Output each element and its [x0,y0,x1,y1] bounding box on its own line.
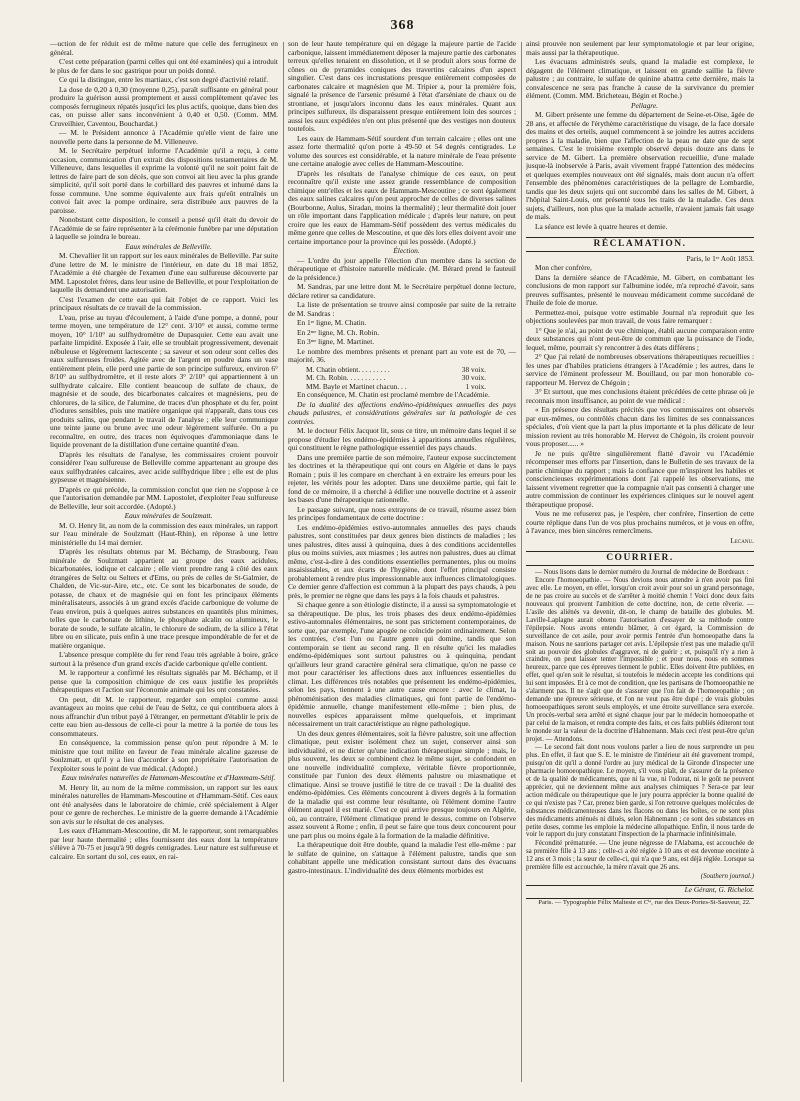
paragraph: Je ne puis qu'être singulièrement flatté d'avoir vu l'Académie récompenser mes efforts par l'insertion, dans le Bulletin de ses travaux de la partie chimique du rapport ; mais la confiance que m'inspirent les habiles et consciencieuses expérimentations dont j'ai rappelé les observations, me laissent vivement regretter que la compagnie n'ait pas consenti à charger une autre commission de continuer les expériences cliniques sur le nouvel agent thérapeutique proposé. [526,448,754,509]
paragraph: La séance est levée à quatre heures et demie. [535,221,668,231]
memoir-title: De la dualité des affections endémo-épidémiques annuelles des pays chauds palustres, et considérations générales sur la pathologie de ces contrées. [288,399,516,426]
paragraph: Le nombre des membres présents et prenant part au vote est de 70, — majorité, 36. [288,346,516,364]
column-2 [288,40,516,1083]
paragraph: C'est cette préparation (parmi celles qui ont été examinées) qui a introduit le plus de fer dans le suc gastrique pour un poids donné. [50,57,278,75]
section-title: Pellagre. [630,100,659,110]
vote-name: M. Ch. Robin. . . . . . . . . . . [306,373,386,382]
paragraph: D'après les résultats de l'analyse, les commissaires croient pouvoir considérer l'eau sulfureuse de Belleville comme appartenant au groupe des eaux sulfhydratées calcaires, avec acide sulfhydrique libre ; elle est de plus gypseuse et magnésienne. [50,449,278,484]
paragraph: Les eaux de Hammam-Sétif sourdent d'un terrain calcaire ; elles ont une assez forte thermalité qu'on porte à 49-50 et 54 degrés centigrades. Le volume des sources est considérable, et la nature minérale de l'eau présente une certaine analogie avec celles de Hammam-Mescoutine. [288,133,516,168]
newspaper-page [50,18,755,1093]
paragraph: En conséquence, M. Chatin est proclamé membre de l'Académie. [297,390,490,399]
paragraph: D'après les résultats obtenus par M. Béchamp, de Strasbourg, l'eau minérale de Soulzmatt appartient au groupe des eaux acidules, bicarbonatées, iodique et calcaire ; elle vient prendre rang à côté des eaux étrangères de Seltz ou Selters et d'Ems, ou près de celles de St-Galmier, de Chalden, de Vic-sur-Aire, etc., etc. Ce sont les bicarbonates de soude, de potasse, de chaux et de magnésie qui en font les principaux éléments minéralisateurs, associés à un grand excès d'acide carbonique de volume de l'eau environ, puis à quelques autres substances en quantités plus minimes, telles que le carbonate de lithine, le phosphate alcalin ou alumineux, le borate de soude, le sulfate alcalin, le chlorure de sodium, de la silice à l'état libre ou en silicate, puis enfin à une trace presque impondérable de fer et de matière organique. [50,547,278,650]
paragraph: Dans une première partie de son mémoire, l'auteur expose succinctement les doctrines et la thérapeutique qui ont cours en Algérie et dans le pays Romain ; puis il les compare en cherchant à en extraire les erreurs pour les rejeter, les vérités pour les adopter. Dans une deuxième partie, qui fait le fond de ce mémoire, il a cherché à édifier une nouvelle doctrine et à asseoir les bases d'une thérapeutique rationnelle. [288,452,516,504]
candidate-line: En 1ʳᵉ ligne, M. Chatin. [297,318,367,327]
section-title: Eaux minérales naturelles de Hammam-Mescoutine et d'Hammam-Sétif. [61,773,276,782]
paragraph: Encore l'homoeopathie. — Nous devions nous attendre à n'en avoir pas fini avec elle. Le moyen, en effet, lorsqu'on croit avoir pour soi un grand personnage, de ne pas croire au succès et de s'arrêter à moitié chemin ! Voici donc deux faits nouveaux qui prouvent l'ambition de cette doctrine, non, de cette rêverie. — L'asile des aliénés va devenir, dit-on, le champ de bataille des globules. M. Laville-Laplagne aurait obtenu l'autorisation d'essayer de sa méthode contre l'épilepsie. Nous avons entendu blâmer, à cet égard, la Commission de surveillance de cet asile, pour avoir permis l'entrée d'un homoeopathe dans la maison. Nous ne saurions partager cet avis. L'épilepsie n'est pas une maladie qu'il soit au pouvoir des globules d'aggraver, ni de guérir ; et, puisqu'il n'y a rien à craindre, on peut laisser tenter l'impossible ; et pour nous, nous en sommes heureux, parce que ces épreuves tiennent le public. Elles doivent être publiées, en effet, quel qu'en soit le résultat, si toutefois le médecin accepte les conditions qui lui sont imposées. Et à ce mot de condition, que les partisans de l'homoeopathie ne s'alarment pas. Il ne s'agit que de s'assurer que l'on fait de l'homoeopathie ; on demande une épreuve sérieuse, et l'on ne veut pas être dupé ; de vrais globules homoeopathiques seront seuls employés, et une étroite surveillance sera exercée. Un procès-verbal sera arrêté et signé chaque jour par le médecin homoeopathe et par celui de la maison, et rendra compte des faits, et ces faits publiés éditeront tout le monde sur la valeur de la doctrine d'Hahnemann. Mais ceci n'est peut-être qu'un projet. — Attendons. [526,577,754,743]
paragraph: M. O. Henry lit, au nom de la commission des eaux minérales, un rapport sur l'eau minérale de Soulzmatt (Haut-Rhin), en réponse à une lettre ministérielle du 14 mai dernier. [50,520,278,547]
paragraph: Fécondité prématurée. — Une jeune négresse de l'Alabama, est accouchée de sa première fille à 13 ans ; celle-ci a été réglée à 10 ans et est devenue enceinte à 12 ans et 3 mois ; la sœur de celle-ci, qui n'a que 9 ans, est déjà réglée. Lorsque sa première fille est accouchée, la mère n'avait que 26 ans. [526,840,754,872]
source-citation: (Southern journal.) [700,872,754,880]
paragraph: — Le second fait dont nous voulons parler a lieu de nous surprendre un peu plus. En effet, il faut que S. E. le ministre de l'intérieur ait été gravement trompé, puisqu'on dit qu'il a donné l'ordre au jury médical de la Gironde d'inspecter une pharmacie homoeopathique. Le moyen, s'il vous plaît, de s'assurer de la présence et de la qualité de médicaments, que ni la vue, ni l'odorat, ni le goût ne peuvent apprécier, qui ne deviennent même aux analyses chimiques ? Sera-ce par leur action médicale ou thérapeutique que le jury pourra apprécier la bonne qualité de ce qui n'existe pas ? Car, prenez bien garde, si l'on retrouve quelques molécules de substances médicamenteuses dans les flacons ou dans les boîtes, ce ne sont plus des médicaments atténués ni dilués, selon Hahnemann ; ce sont des substances en petite doses, comme les emploie la médecine allopathique. Enfin, il nous tarde de voir le rapport du jury constatant l'inspection de la pharmacie infinitésimale. [526,744,754,839]
column-rule-1 [283,42,284,1082]
column-3 [526,40,754,1083]
paragraph: La dose de 0,20 à 0,30 (moyenne 0,25), paraît suffisante en général pour produire la guérison aussi promptement et aussi complètement qu'avec les composés ferrugineux répatés jusqu'ici les plus actifs, quoique, dans bien des cas, on puisse aller sans inconvénient à 0,40 et 0,50. (Comm. MM. Cruveilhier, Caventou, Bouchardat.) [50,84,278,128]
paragraph: Les eaux d'Hammam-Mescoutine, dit M. le rapporteur, sont remarquables par leur haute thermalité ; elles fournissent des eaux dont la température s'élève à 70-75 et jusqu'à 90 degrés centigrades. Leur nature est sulfureuse et calcaire. En sortant du sol, ces eaux, en rai- [50,826,278,861]
paragraph: L'absence presque complète du fer rend l'eau très agréable à boire, grâce surtout à la présence d'un grand excès d'acide carbonique qu'elle contient. [50,650,278,668]
paragraph: Ce qui la distingue, entre les martiaux, c'est son degré d'activité relatif. [59,75,269,84]
paragraph: On peut, dit M. le rapporteur, regarder son emploi comme aussi avantageux au moins que celui de l'eau de Seltz, ce qui contribuera alors à nous affranchir d'un tribut payé à l'étranger, en permettant d'établir le prix de cette eau bien au-dessous de celle-ci pour la mettre à la portée de tous les consommateurs. [50,694,278,738]
paragraph: Dans la dernière séance de l'Académie, M. Gibert, en combattant les conclusions de mon rapport sur l'albumine iodée, m'a reproché d'avoir, sans preuves suffisantes, présenté le nouveau médicament comme succédané de l'huile de foie de morue. [526,272,754,307]
paragraph: C'est l'examen de cette eau qui fait l'objet de ce rapport. Voici les principaux résultats de ce travail de la commission. [50,294,278,312]
paragraph: M. le docteur Félix Jacquot lit, sous ce titre, un mémoire dans lequel il se propose d'étudier les endémo-épidémies à apparitions annuelles régulières, qui constituent le règne pathologique essentiel des pays chauds. [288,426,516,452]
candidate-line: En 3ᵐᵉ ligne, M. Martinet. [297,337,375,346]
paragraph: Si chaque genre a son étiologie distincte, il a aussi sa symptomatologie et sa thérapeutique. De plus, les trois phases des deux endémo-épidémies estivo-automnales élémentaires, ne sont pas strictement contemporaines, de sorte que, par exemple, l'une apogée ne coïncide point ordinairement. Selon les contrées, c'est l'un ou l'autre genre qui domine, tandis que son contemporain se tient au second rang. Il en résulte qu'ici les maladies endémo-épidémiques sont surtout palustres ou à quinquina, pendant qu'ailleurs leur grand caractère général sera climatique, qu'on ne passe ce mot pour caractériser les affections dues aux influences essentielles du climat. Les différences très notables que présentent les endémo-épidémies, selon les pays, tiennent à une autre cause encore : avec le climat, la phénoménisation des maladies climatiques, qui font partie de l'endémo-épidémie annuelle, change manifestement elle-même ; bien plus, de nouvelles espèces apparaissent même quelquefois, et imprimant nécessairement un trait caractéristique au règne pathologique. [288,600,516,728]
paragraph: — L'ordre du jour appelle l'élection d'un membre dans la section de thérapeutique et d'histoire naturelle médicale. (M. Bérard prend le fauteuil de la présidence.) [288,255,516,282]
courrier-heading: COURRIER. [526,551,754,566]
paragraph: Nonobstant cette disposition, le conseil a pensé qu'il était du devoir de l'Académie de se faire représenter à la cérémonie funèbre par une députation à laquelle se joindra le bureau. [50,215,278,241]
paragraph: D'après ce qui précède, la commission conclut que rien ne s'oppose à ce que l'autorisation demandée par MM. Lapostolet, d'exploiter l'eau sulfureuse de Belleville, leur soit accordée. (Adopté.) [50,484,278,511]
paragraph: M. Gibert présente une femme du département de Seine-et-Oise, âgée de 28 ans, et affectée de l'érythème caractéristique du visage, de la face dorsale des mains et des orteils, auquel commencent à se joindre les autres accidens propres à la maladie, bien que l'affection de la peau ne date que de sept semaines. C'est le troisième exemple observé depuis douze ans dans le service de M. Gibert. La première observation recueillie, d'une malade jusque-là inobservée à Paris, avait vivement frappé l'attention des médecins et quelques exemples nouveaux ont été signalés, mais dont aucun n'a offert l'ensemble des phénomènes caractéristiques de la pellagre de Lombardie, tandis que les deux sujets qui ont succombé dans les salles de M. Gibert, à l'hôpital Saint-Louis, ont présenté tous les traits de la maladie. Ces deux sujets, d'ailleurs, non plus que la malade actuelle, n'avaient jamais fait usage de maïs. [526,110,754,221]
paragraph: M. Chevallier lit un rapport sur les eaux minérales de Belleville. Par suite d'une lettre de M. le ministre de l'intérieur, en date du 18 mai 1852, l'Académie a été chargée de l'examen d'une eau sulfureuse découverte par MM. Lapostolet frères, dans leur usine de Belleville, et pour l'exploitation de laquelle ils demandent une autorisation. [50,251,278,294]
paragraph: — M. le Président annonce à l'Académie qu'elle vient de faire une nouvelle perte dans la personne de M. Villeneuve. [50,128,278,146]
column-1 [50,40,278,1083]
paragraph: Les évacuans administrés seuls, quand la maladie est complexe, le dégagent de l'élément climatique, et laissent en grande saillie la fièvre palustre ; au contraire, le sulfate de quinine abattra cette dernière, mais la convalescence ne sera pas franche à cause de la survivance du premier élément. (Comm. MM. Bricheteau, Bégin et Roche.) [526,57,754,100]
letter-salutation: Mon cher confrère, [535,263,592,272]
paragraph: M. le Secrétaire perpétuel informe l'Académie qu'il a reçu, à cette occasion, communication d'un extrait des dispositions testamentaires de M. Villeneuve, dans lesquelles il exprime la volonté qu'il ne soit point fait de lettres de faire part de son décès, que son convoi ait lieu avec la plus grande simplicité, qu'il soit porté dans le corbillard des pauvres et inhumé dans la fosse commune. Une somme équivalente aux frais qu'eût entraînés un convoi fait avec la pompe ordinaire, sera distribuée aux pauvres de la paroisse. [50,146,278,215]
paragraph: Le passage suivant, que nous extrayons de ce travail, résume assez bien les principes fondamentaux de cette doctrine : [288,504,516,522]
paragraph: son de leur haute température qui en dégage la majeure partie de l'acide carbonique, laissent immédiatement déposer la majeure partie des carbonates terreux qu'elles tenaient en dissolution, et il se produit alors sous forme de cônes ou de pyramides coniques des travertins calcaires d'un aspect singulier. C'est dans ces incrustations presque entièrement composées de carbonates calcaire et magnésien que M. Tripier a, pour la première fois, signalé la présence de l'arsenic présumé à l'état d'arséniate de chaux ou de strontiane, et jusqu'alors inconnu dans les eaux minérales. Quant aux principes sulfureux, ils disparaissent presque entièrement loin des sources ; aussi les eaux expédiées n'en ont plus présenté que des vestiges non douteux toutefois. [288,40,516,133]
paragraph: — Nous lisons dans le dernier numéro du Journal de médecine de Bordeaux : [535,568,749,576]
letter-signature: Lecanu. [730,535,754,545]
paragraph: « En présence des résultats précités que vos commissaires ont observés par eux-mêmes, ou contrôlés chacun dans les limites de ses connaissances spéciales, d'où vient que la part la plus importante et la plus délicate de leur mission revient au très honorable M. Hervez de Chégoin, ils croient pouvoir vous proposer...... » [526,405,754,448]
paragraph: D'après les résultats de l'analyse chimique de ces eaux, on peut reconnaître qu'il existe une assez grande ressemblance de composition chimique entr'elles et les eaux de Hammam-Mescoutine ; ce sont également des eaux salines calcaires qu'on peut approcher de celles de diverses salines (Bourbonne, Aulus, Siradan, moins la thermalité) ; leur thermalité doit jouer un rôle important dans l'application médicale ; d'après leur nature, on peut croire que les eaux de Hammam-Sétif possèdent des vertus médicales du même genre que celles de Mescoutine, et que dès lors elles doivent avoir une certaine importance pour la province qui les possède. (Adopté.) [288,168,516,246]
paragraph: Vous ne me refuserez pas, je l'espère, cher confrère, l'insertion de cette courte réplique dans l'un de vos plus prochains numéros, et je vous en offre, à l'avance, mes bien sincères remercîmens. [526,509,754,535]
vote-count: 1 voix. [465,381,486,391]
vote-count: 30 voix. [461,373,486,382]
gerant-line: Le Gérant, G. Richelot. [684,884,754,894]
reclamation-heading: RÉCLAMATION. [526,237,754,252]
vote-count: 38 voix. [461,364,486,374]
paragraph: La liste de présentation se trouve ainsi composée par suite de la retraite de M. Sandras : [288,300,516,318]
letter-date: Paris, le 1ᵉʳ Août 1853. [686,253,754,263]
paragraph: En conséquence, la commission pense qu'on peut répondre à M. le ministre que tout milite en faveur de l'eau minérale alcaline gazeuse de Soulzmatt, et qu'il y a lieu d'accorder à son propriétaire l'autorisation de l'exploiter sous le point de vue médical. (Adopté.) [50,738,278,773]
section-title: Eaux minérales de Soulzmatt. [124,511,213,520]
vote-name: M. Chatin obtient. . . . . . . . . [306,364,390,374]
page-number: 368 [390,18,415,33]
paragraph: 2° Que j'ai relaté de nombreuses observations thérapeutiques recueillies : les unes par d'habiles praticiens étrangers à l'Académie ; les autres, dans le service de l'éminent professeur M. Bouillaud, ou par mon honorable co-rapporteur M. Hervez de Chégoin ; [526,352,754,387]
paragraph: La thérapeutique doit être double, quand la maladie l'est elle-même : par le sulfate de quinine, on s'attaque à l'élément palustre, tandis que son cohabitant appelle une médication consistant surtout dans des évacuans gastro-intestinaux. L'individualité des deux éléments morbides est [288,840,516,875]
paragraph: 1° Que je n'ai, au point de vue chimique, établi aucune comparaison entre deux substances qui n'ont peut-être de commun que la puissance de l'iode, lequel, même, pourrait s'y rencontrer à des états différens ; [526,325,754,352]
paragraph: M. Henry lit, au nom de la même commission, un rapport sur les eaux minérales naturelles de Hammam-Mescoutine et d'Hammam-Sétif. Ces eaux ont été analysées dans le laboratoire de chimie, créé spécialement à Alger pour ce genre de recherches. Le ministre de la guerre demande à l'Académie son avis sur le résultat de ces analyses. [50,782,278,826]
vote-name: MM. Bayle et Martinet chacun. . . [306,381,407,391]
paragraph: —uction de fer réduit est de même nature que celle des ferrugineux en général. [50,40,278,57]
paragraph: 3° Et surtout, que mes conclusions étaient précédées de cette phrase où je reconnais mon insuffisance, au point de vue médical : [526,387,754,405]
column-rule-2 [521,42,522,1082]
paragraph: M. le rapporteur a confirmé les résultats signalés par M. Béchamp, et il pense que la composition chimique de ces eaux justifie les propriétés thérapeutiques et l'action sur l'économie animale qui les ont constatées. [50,668,278,694]
paragraph: L'eau, prise au tuyau d'écoulement, à l'aide d'une pompe, a donné, pour terme moyen, une température de 12° cent. 3/10° et aussi, comme terme moyen, 10° 1/10° au sulfhydromètre de Dupasquier. Cette eau avait une parfaite limpidité. Exposée à l'air, elle se troublait progressivement, devenait nébuleuse et légèrement lactescente ; sa saveur et son odeur sont celles des eaux sulfureuses froides. Agitée avec de l'argent en poudre dans un vase entièrement plein, elle perd une partie de son principe sulfureux, environ 6° 8/10° au sulfhydromètre, et il reste alors 3° 2/10° qui appartiennent à un sulfhydrate calcaire. Elle contient beaucoup de sulfate de chaux, de magnésie et de soude, des bicarbonates calcaires et magnésiens, peu de chlorures, de la silice, de l'alumine, de traces d'un phosphate et du fer, point d'iodures sensibles, puis une matière organique qui n'apparaît, dans tous ces produits salins, que pendant le travail de l'analyse ; elle leur communique une teinte jaune ou brune avec une odeur légèrement sulfurée. On a pu reconnaître, en outre, des traces non équivoques d'ammoniaque dans le liquide provenant de la distillation d'une certaine quantité d'eau. [50,312,278,449]
section-title: Eaux minérales de Belleville. [125,241,212,251]
printer-imprint: Paris. — Typographie Félix Malteste et Cⁱᵉ, rue des Deux-Portes-St-Sauveur, 22. [538,899,751,907]
paragraph: Un des deux genres élémentaires, soit la fièvre palustre, soit une affection climatique, peut exister isolément chez un sujet, conserver ainsi son individualité, et ne dicter qu'une indication thérapeutique simple ; mais, le plus souvent, les deux se combinent chez le même sujet, se confondent en une nouvelle individualité complexe, véritable fièvre proportionnée, constituée par l'union des deux éléments palustre ou miasmatique et climatique. Ainsi se trouve justifié le titre de ce travail : De la dualité des endémo-épidémies. Ces éléments concourent à divers degrés à la formation de la maladie qui est comme leur résultante, où l'élément domine l'autre élément auquel il est marié. C'est ce qui arrive presque toujours en Algérie, où, au contraire, l'élément climatique prend le dessus, comme on l'observe assez souvent à Rome ; enfin, il peut se faire que tous deux concourent pour une part plus ou moins égale à la formation de la maladie définitive. [288,728,516,840]
paragraph: M. Sandras, par une lettre dont M. le Secrétaire perpétuel donne lecture, déclare retirer sa candidature. [288,282,516,300]
paragraph: Les endémo-épidémies estivo-automnales annuelles des pays chauds palustres, sont constituées par deux genres bien distincts de maladies ; les unes palustres, dites aussi à quinquina, dues à des conditions accidentelles plus ou moins suivies, aux miasmes ; les autres non palustres, dues au climat même, c'est-à-dire à des conditions essentielles permanentes, plus ou moins insaisissables, et aux écarts de l'hygiène, dont l'effet principal consiste probablement à rendre plus impressionnable aux influences climatologiques. Ce dernier genre d'affection est commun à la plupart des pays chauds, à peu près, le premier ne règne que dans les pays à la fois chauds et palustres. [288,522,516,600]
paragraph: Permettez-moi, puisque votre estimable Journal n'a reproduit que les objections soulevées par mon travail, de vous faire remarquer : [526,307,754,325]
paragraph: ainsi prouvée non seulement par leur symptomatologie et par leur origine, mais aussi par la thérapeutique. [526,40,754,57]
section-title: Élection. [393,246,420,255]
candidate-line: En 2ᵐᵉ ligne, M. Ch. Robin. [297,327,380,337]
courrier-body [526,569,754,881]
